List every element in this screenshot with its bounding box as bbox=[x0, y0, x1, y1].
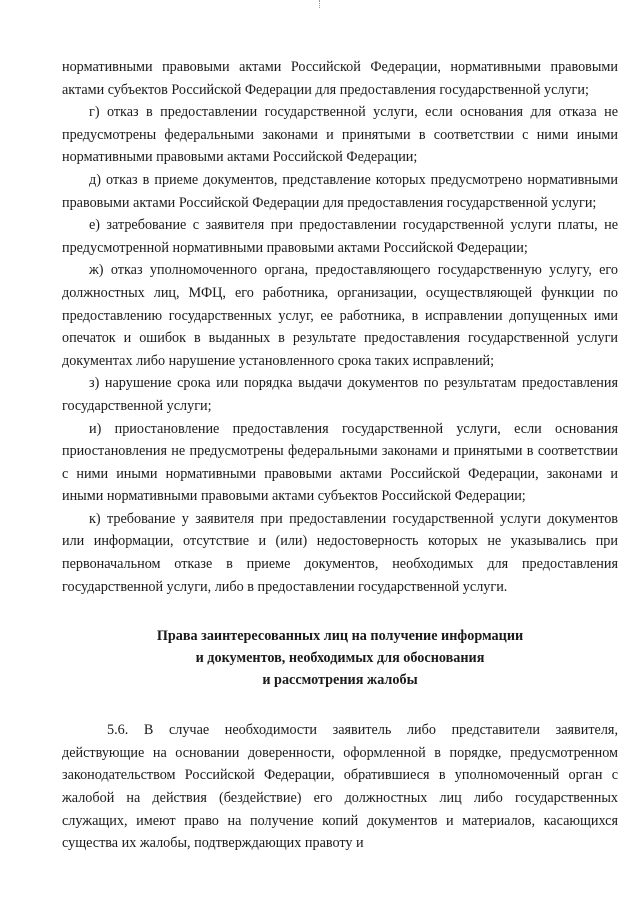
section-heading-line-1: Права заинтересованных лиц на получение информации bbox=[156, 628, 524, 645]
scan-mark bbox=[319, 0, 321, 8]
section-heading-line-2: и документов, необходимых для обоснования bbox=[195, 650, 485, 667]
paragraph-continuation: нормативными правовыми актами Российской Федерации, нормативными правовыми актами субъектов Российской Федерации для предоставления государственной услуги; bbox=[62, 59, 618, 98]
paragraph-item-g: г) отказ в предоставлении государственной услуги, если основания для отказа не предусмотрены федеральными законами и принятыми в соответствии с ними иными нормативными правовыми актами Российской Федерации; bbox=[62, 104, 618, 166]
section-heading bbox=[62, 625, 618, 691]
paragraph-item-e: е) затребование с заявителя при предоставлении государственной услуги платы, не предусмотренной нормативными правовыми актами Российской Федерации; bbox=[62, 217, 618, 256]
document-page bbox=[62, 56, 618, 855]
paragraph-item-d: д) отказ в приеме документов, представление которых предусмотрено нормативными правовыми актами Российской Федерации для предоставления государственной услуги; bbox=[62, 171, 618, 211]
section-heading-line-3: и рассмотрения жалобы bbox=[262, 672, 418, 689]
paragraph-item-i: и) приостановление предоставления государственной услуги, если основания приостановления не предусмотрены федеральными законами и принятыми в соответствии с ними иными нормативными правовыми актами Российской Федерации, законами и иными нормативными правовыми актами субъектов Российской Федерации; bbox=[62, 420, 618, 505]
paragraph-item-k: к) требование у заявителя при предоставлении государственной услуги документов или информации, отсутствие и (или) недостоверность которых не указывались при первоначальном отказе в приеме документов, необходимых для предоставления государственной услуги, либо в предоставлении государственной услуги. bbox=[62, 510, 618, 595]
paragraph-5-6: 5.6. В случае необходимости заявитель либо представители заявителя, действующие на основании доверенности, оформленной в порядке, предусмотренном законодательством Российской Федерации, обратившиеся в уполномоченный орган с жалобой на действия (бездействие) его должностных лиц либо государственных служащих, имеют право на получение копий документов и материалов, касающихся существа их жалобы, подтверждающих правоту и bbox=[62, 722, 618, 852]
paragraph-item-z: з) нарушение срока или порядка выдачи документов по результатам предоставления государственной услуги; bbox=[62, 375, 618, 414]
paragraph-item-zh: ж) отказ уполномоченного органа, предоставляющего государственную услугу, его должностных лиц, МФЦ, его работника, организации, осуществляющей функции по предоставлению государственных услуг, ее работника, в исправлении допущенных ими опечаток и ошибок в выданных в результате предоставления государственной услуги документах либо нарушение установленного срока таких исправлений; bbox=[62, 262, 618, 369]
